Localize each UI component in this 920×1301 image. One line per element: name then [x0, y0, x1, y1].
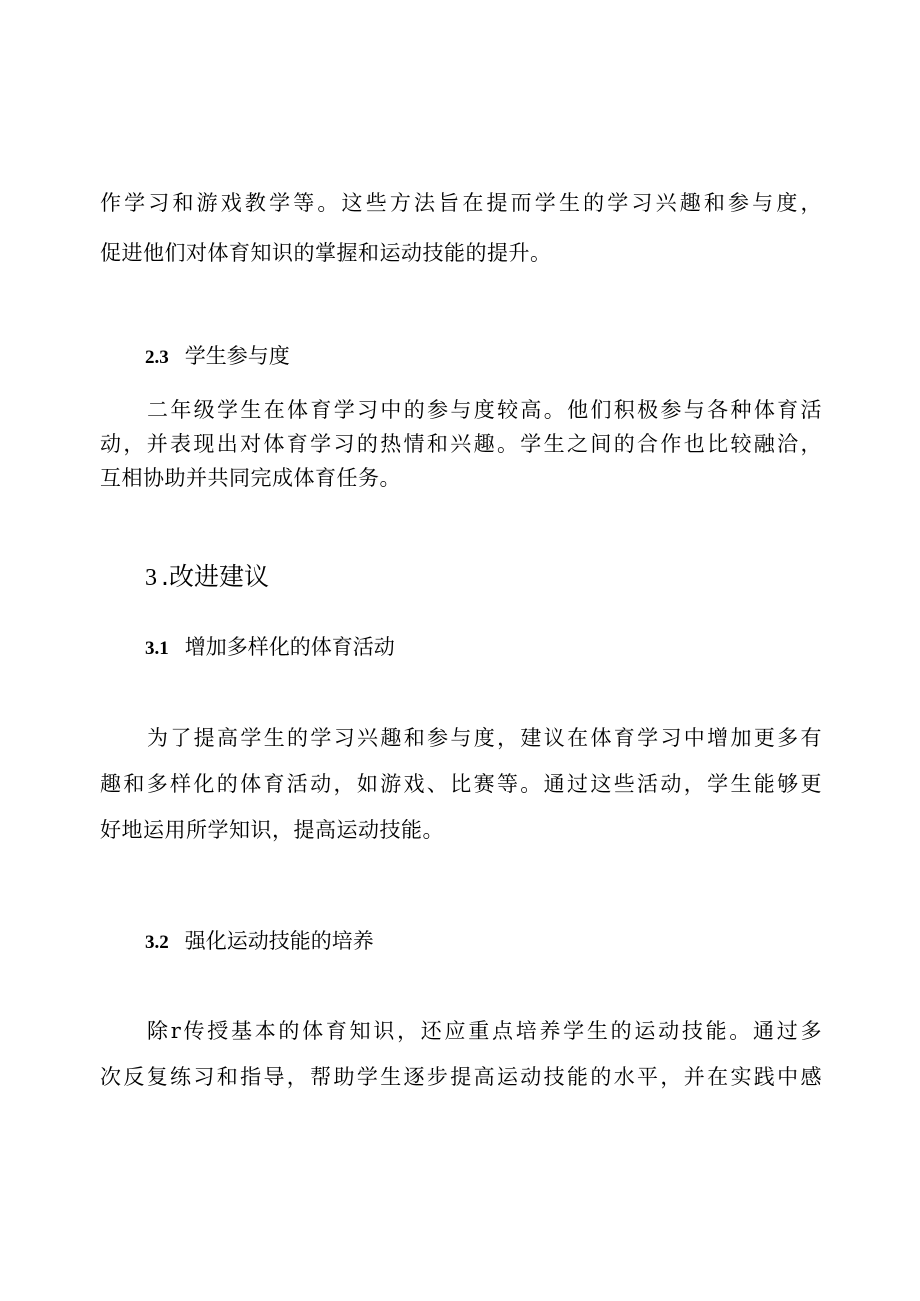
section-number: 3 [145, 565, 157, 591]
section-number: 2.3 [145, 347, 169, 368]
section-2-3-paragraph [100, 393, 822, 495]
paragraph-line: 促进他们对体育知识的掌握和运动技能的提升。 [100, 241, 552, 265]
section-title: 增加多样化的体育活动 [184, 635, 395, 659]
paragraph-line: 趣和多样化的体育活动，如游戏、比赛等。通过这些活动，学生能够更 [100, 772, 822, 796]
paragraph-line: 为了提高学生的学习兴趣和参与度，建议在体育学习中增加更多有 [147, 726, 822, 750]
section-heading-3-2 [145, 926, 374, 958]
section-3-1-paragraph [100, 715, 822, 853]
section-title: 学生参与度 [184, 344, 290, 368]
section-heading-3-1 [145, 632, 395, 664]
intro-paragraph [100, 186, 822, 270]
section-number: 3.1 [145, 638, 169, 659]
paragraph-line: 除r传授基本的体育知识，还应重点培养学生的运动技能。通过多 [147, 1019, 822, 1043]
paragraph-line: 次反复练习和指导，帮助学生逐步提高运动技能的水平，并在实践中感 [100, 1065, 822, 1089]
section-heading-2-3 [145, 341, 290, 373]
chapter-heading-3 [145, 559, 269, 596]
section-title: .改进建议 [161, 562, 269, 591]
paragraph-line: 好地运用所学知识，提高运动技能。 [100, 818, 444, 842]
section-number: 3.2 [145, 932, 169, 953]
section-3-2-paragraph [100, 1008, 822, 1100]
paragraph-line: 互相协助并共同完成体育任务。 [100, 466, 401, 490]
paragraph-line: 动，并表现出对体育学习的热情和兴趣。学生之间的合作也比较融洽， [100, 432, 822, 456]
paragraph-line: 作学习和游戏教学等。这些方法旨在提而学生的学习兴趣和参与度， [100, 191, 822, 215]
section-title: 强化运动技能的培养 [184, 929, 374, 953]
paragraph-line: 二年级学生在体育学习中的参与度较高。他们积极参与各种体育活 [147, 398, 822, 422]
